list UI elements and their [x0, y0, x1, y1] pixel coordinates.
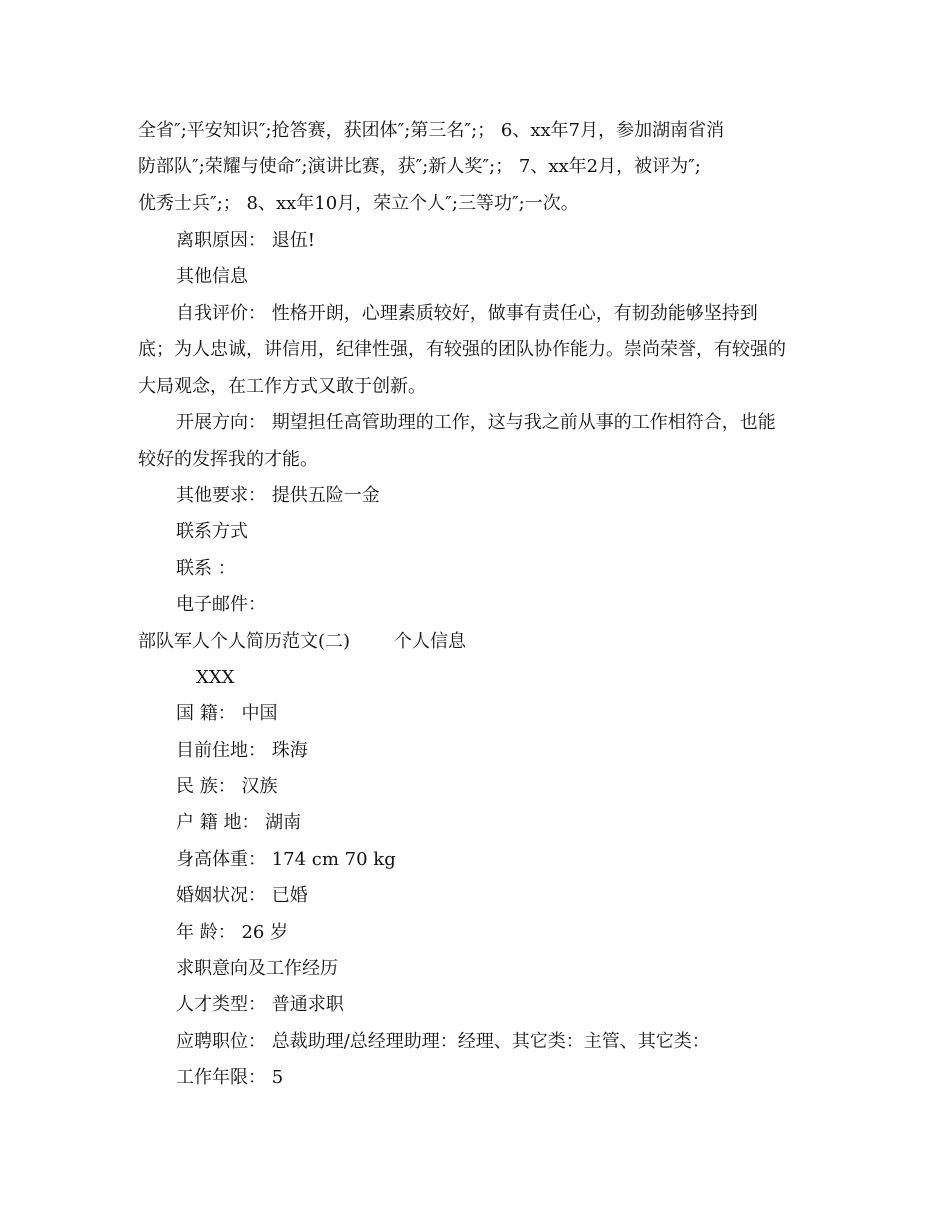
text-line: 较好的发挥我的才能。	[138, 449, 318, 470]
age: 年 龄： 26 岁	[176, 922, 289, 943]
years-of-work: 工作年限： 5	[176, 1067, 284, 1088]
text-line: 底；为人忠诚，讲信用，纪律性强，有较强的团队协作能力。崇尚荣誉，有较强的	[138, 339, 786, 360]
contact-email: 电子邮件：	[176, 594, 266, 615]
height-weight: 身高体重： 174 cm 70 kg	[176, 849, 396, 870]
section-heading-other-info: 其他信息	[176, 266, 248, 287]
section-heading-job-intent: 求职意向及工作经历	[176, 958, 338, 979]
person-name: XXX	[196, 667, 235, 688]
text-line: 全省″;平安知识″;抢答赛，获团体″;第三名″;； 6、xx年7月，参加湖南省消	[138, 120, 725, 141]
ethnicity: 民 族： 汉族	[176, 776, 278, 797]
text-line: 防部队″;荣耀与使命″;演讲比赛，获″;新人奖″;； 7、xx年2月，被评为″;	[138, 156, 701, 177]
marital-status: 婚姻状况： 已婚	[176, 885, 308, 906]
section-heading-personal-info: 个人信息	[394, 631, 467, 652]
household-registration: 户 籍 地： 湖南	[176, 812, 302, 833]
other-requirements: 其他要求： 提供五险一金	[176, 485, 380, 506]
current-residence: 目前住地： 珠海	[176, 740, 308, 761]
text-line: 大局观念，在工作方式又敢于创新。	[138, 376, 426, 397]
talent-type: 人才类型： 普通求职	[176, 994, 344, 1015]
self-evaluation: 自我评价： 性格开朗，心理素质较好，做事有责任心，有韧劲能够坚持到	[176, 303, 758, 324]
resume-title-line	[138, 630, 818, 654]
development-direction: 开展方向： 期望担任高管助理的工作，这与我之前从事的工作相符合，也能	[176, 412, 776, 433]
resume-title: 部队军人个人简历范文(二)	[138, 631, 351, 652]
nationality: 国 籍： 中国	[176, 703, 278, 724]
applied-position: 应聘职位： 总裁助理/总经理助理：经理、其它类：主管、其它类：	[176, 1031, 710, 1052]
section-heading-contact: 联系方式	[176, 521, 248, 542]
contact-phone: 联系 ：	[176, 558, 236, 579]
leave-reason: 离职原因： 退伍!	[176, 230, 315, 251]
text-line: 优秀士兵″;； 8、xx年10月，荣立个人″;三等功″;一次。	[138, 193, 579, 214]
